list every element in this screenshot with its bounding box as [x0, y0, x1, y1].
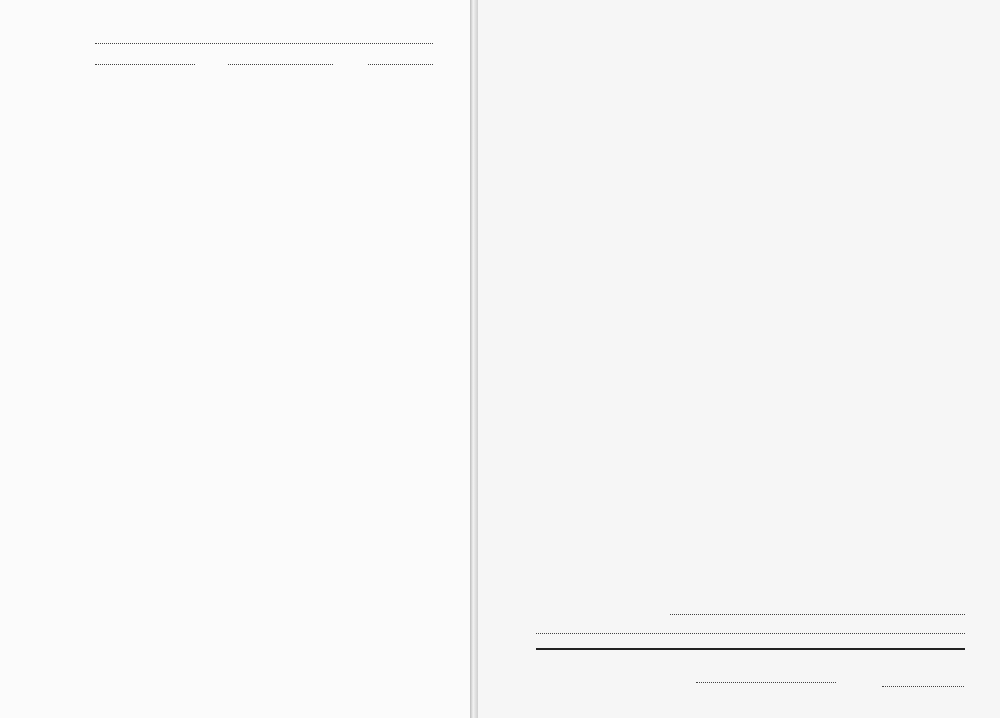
remarks-page [478, 0, 1000, 718]
book-spine [470, 0, 478, 718]
marks-page [0, 0, 470, 718]
